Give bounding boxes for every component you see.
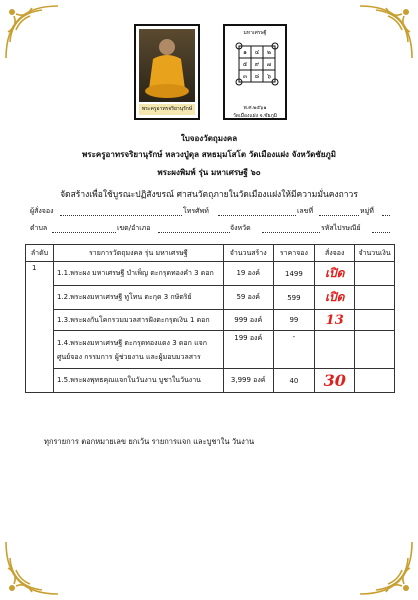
header-quantity: จำนวนสร้าง — [223, 245, 273, 262]
header-order: สั่งจอง — [315, 245, 355, 262]
yantra-grid — [234, 40, 280, 98]
province-field[interactable] — [262, 232, 320, 233]
item-cell: 1.3.พระผงกันโคกรวมมวลสารฝังตะกรุดเงิน 1 ดอก — [53, 310, 223, 331]
item-cell: 1.1.พระผง มหาเศรษฐี บำเพ็ญ ตะกรุดทองคำ 3 ดอก — [53, 262, 223, 286]
form-title: ใบจองวัตถุมงคล — [180, 134, 238, 143]
qty-cell: 19 องค์ — [223, 262, 273, 286]
subdistrict-field[interactable] — [52, 232, 116, 233]
phone-label: โทรศัพท์ — [183, 207, 209, 215]
header-seq: ลำดับ — [26, 245, 54, 262]
postal-field[interactable] — [372, 232, 390, 233]
purpose-line: จัดสร้างเพื่อใช้บูรณะปฏิสังขรณ์ ศาสนวัตถุภายในวัดเมืองแฝงให้มีความมั่นคงถาวร — [60, 190, 358, 200]
province-label: จังหวัด — [230, 224, 251, 232]
seq-cell: 1 — [26, 262, 54, 393]
district-field[interactable] — [158, 232, 230, 233]
table-row — [26, 331, 395, 369]
qty-cell: 999 องค์ — [223, 310, 273, 331]
yantra-digit: ๕ — [242, 61, 248, 68]
price-cell: 99 — [273, 310, 315, 331]
amount-cell[interactable] — [355, 369, 395, 393]
monk-photo-caption: พระครูอาทรจริยานุรักษ์ — [139, 104, 195, 115]
item-cell: 1.2.พระผงมหาเศรษฐี ทูโทน ตะกุด 3 กษัตริย์ — [53, 286, 223, 310]
order-cell[interactable] — [315, 331, 355, 369]
table-header-row — [26, 245, 395, 262]
yantra-digit: ๖ — [267, 73, 271, 80]
corner-ornament-bottom-right — [356, 538, 416, 598]
footer-note: ทุกรายการ ตอกหมายเลข ยกเว้น รายการแจก และบูชาใน วันงาน — [44, 437, 255, 446]
amount-cell[interactable] — [355, 331, 395, 369]
yantra-digit: ๓ — [242, 73, 248, 80]
name-label: ผู้สั่งจอง — [30, 207, 54, 215]
corner-ornament-top-right — [356, 2, 416, 62]
village-label: หมู่ที่ — [360, 207, 374, 215]
price-cell: 1499 — [273, 262, 315, 286]
yantra-card — [223, 24, 287, 120]
subdistrict-label: ตำบล — [30, 224, 48, 232]
yantra-digit: ๙ — [254, 61, 260, 68]
yantra-digit: ๗ — [266, 61, 272, 68]
price-cell: 40 — [273, 369, 315, 393]
table-row — [26, 369, 395, 393]
table-row — [26, 262, 395, 286]
phone-field[interactable] — [218, 215, 296, 216]
table-row — [26, 286, 395, 310]
order-cell[interactable]: 13 — [315, 310, 355, 331]
item-cell — [53, 331, 223, 369]
qty-cell: 3,999 องค์ — [223, 369, 273, 393]
price-cell: - — [273, 331, 315, 369]
order-table — [25, 244, 395, 393]
monk-photo-image — [139, 29, 195, 102]
amount-cell[interactable] — [355, 262, 395, 286]
order-cell[interactable]: เปิด — [315, 262, 355, 286]
village-field[interactable] — [382, 215, 390, 216]
amount-cell[interactable] — [355, 286, 395, 310]
amulet-series-line: พระผงพิมพ์ รุ่น มหาเศรษฐี ๖๐ — [157, 168, 261, 177]
item-cell: 1.5.พระผงพุทธคุณแจกในวันงาน บูชาในวันงาน — [53, 369, 223, 393]
seated-monk-icon — [139, 29, 195, 102]
qty-cell: 199 องค์ — [223, 331, 273, 369]
yantra-digit: ๔ — [254, 49, 260, 56]
order-cell[interactable]: เปิด — [315, 286, 355, 310]
amount-cell[interactable] — [355, 310, 395, 331]
district-label: เขต/อำเภอ — [117, 224, 151, 232]
qty-cell: 59 องค์ — [223, 286, 273, 310]
form-row-1 — [30, 206, 390, 218]
yantra-year: พ.ศ.๒๕๖๑ — [243, 105, 267, 111]
corner-ornament-top-left — [2, 2, 62, 62]
yantra-digit: ๒ — [267, 49, 271, 56]
order-cell[interactable]: 30 — [315, 369, 355, 393]
header-item: รายการวัตถุมงคล รุ่น มหาเศรษฐี — [53, 245, 223, 262]
yantra-digit: ๑ — [243, 49, 247, 56]
postal-label: รหัสไปรษณีย์ — [321, 224, 361, 232]
item-line: ศูนย์จอง กรรมการ ผู้ช่วยงาน และผู้มอบมวลสาร — [56, 352, 201, 361]
yantra-digit: ๘ — [254, 73, 260, 80]
header-price: ราคาจอง — [273, 245, 315, 262]
yantra-title: มหาเศรษฐี — [243, 30, 267, 36]
form-row-2 — [30, 223, 390, 235]
number-field[interactable] — [319, 215, 359, 216]
header-amount: จำนวนเงิน — [355, 245, 395, 262]
name-field[interactable] — [60, 215, 182, 216]
corner-ornament-bottom-left — [2, 538, 62, 598]
yantra-temple: วัดเมืองแฝง จ.ชัยภูมิ — [232, 113, 278, 119]
item-line: 1.4.พระผงมหาเศรษฐี ตะกรุดทองแดง 3 ดอก แจก — [56, 338, 207, 347]
monk-line: พระครูอาทรจริยานุรักษ์ หลวงปู่ดุล สหธมฺมโสโต วัดเมืองแฝง จังหวัดชัยภูมิ — [82, 150, 336, 159]
number-label: เลขที่ — [297, 207, 314, 215]
price-cell: 599 — [273, 286, 315, 310]
table-row — [26, 310, 395, 331]
monk-photo — [134, 24, 200, 120]
